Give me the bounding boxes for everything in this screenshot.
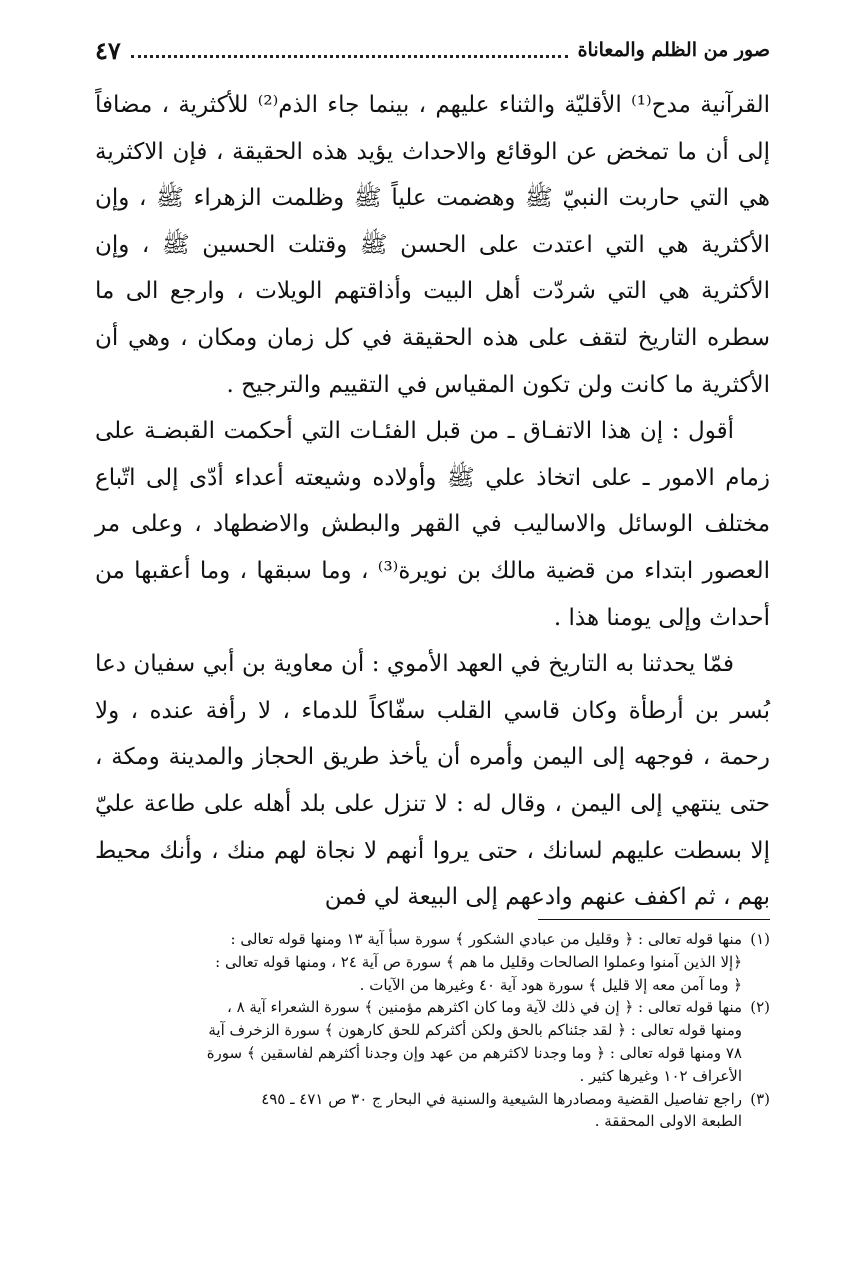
footnote — [95, 928, 770, 996]
page-number: ٤٧ — [95, 35, 121, 65]
text-line: اعتدت على الحسن ﷺ وقتلت الحسين ﷺ ، وإن الأكثرية هي التي شردّت أهل — [95, 231, 770, 305]
footnote-number: (٢) — [750, 998, 770, 1017]
text-line: الامور ـ على اتخاذ علي ﷺ وأولاده وشيعته أعداء أدّى إلى اتّباع مختلف الوسائل — [95, 464, 771, 538]
text-line: اليمن وأمره أن يأخذ طريق الحجاز والمدينة ومكة ، حتى ينتهي إلى اليمن ، وقال — [95, 744, 770, 817]
paragraph — [95, 82, 770, 408]
text-line: فمّا يحدثنا به التاريخ في العهد الأموي : أن معاوية بن أبي سفيان دعا بُسر — [95, 651, 771, 724]
text-line: القرآنية مدح⁽¹⁾ الأقليّة والثناء عليهم ، بينما جاء الذم⁽²⁾ للأكثرية ، مضافاً إلى أن — [95, 92, 770, 165]
text-line: كل زمان ومكان ، وهي أن الأكثرية ما كانت ولن تكون المقياس في التقييم — [95, 324, 770, 398]
text-line: البيت وأذاقتهم الويلات ، وارجع الى ما سطره التاريخ لتقف على هذه الحقيقة في — [95, 278, 770, 351]
text-line: حاربت النبيّ ﷺ وهضمت علياً ﷺ وظلمت الزهراء ﷺ ، وإن الأكثرية هي التي — [95, 185, 770, 258]
paragraph — [95, 641, 770, 921]
footnote-number: (٣) — [750, 1089, 770, 1108]
leader-dots — [131, 55, 568, 58]
footnotes — [95, 928, 770, 1133]
paragraph — [95, 408, 770, 641]
footnote-line: منها قوله تعالى : ﴿ وقليل من عبادي الشكور ﴾ سورة سبأ آية ١٣ ومنها قوله تعالى : — [230, 930, 742, 948]
footnote-line: ٧٨ ومنها قوله تعالى : ﴿ وما وجدنا لاكثرهم من عهد وإن وجدنا أكثرهم لفاسقين ﴾ سورة — [206, 1043, 742, 1062]
footnote-line: الأعراف ١٠٢ وغيرها كثير . — [579, 1066, 742, 1085]
running-title: صور من الظلم والمعاناة — [577, 39, 770, 61]
footnote — [95, 1088, 770, 1134]
text-line: مالك بن نويرة⁽³⁾ ، وما سبقها ، وما أعقبها من أحداث وإلى يومنا هذا . — [95, 557, 770, 631]
footnote-separator — [538, 919, 770, 920]
text-line: بن أرطأة وكان قاسي القلب سفّاكاً للدماء ، لا رأفة عنده ، ولا رحمة ، فوجهه إلى — [95, 697, 771, 771]
text-line: أقول : إن هذا الاتفـاق ـ من قبل الفئـات التي أحكمت القبضـة على زمام — [95, 418, 770, 491]
footnote-line: راجع تفاصيل القضية ومصادرها الشيعية والسنية في البحار ج ٣٠ ص ٤٧١ ـ ٤٩٥ — [261, 1089, 742, 1108]
text-line: ما تمخض عن الوقائع والاحداث يؤيد هذه الحقيقة ، فإن الاكثرية هي التي — [95, 138, 770, 212]
footnote-line: منها قوله تعالى : ﴿ إن في ذلك لآية وما كان اكثرهم مؤمنين ﴾ سورة الشعراء آية ٨ ، — [226, 998, 742, 1017]
footnote-line: ومنها قوله تعالى : ﴿ لقد جئناكم بالحق ولكن أكثركم للحق كارهون ﴾ سورة الزخرف آية — [208, 1021, 742, 1040]
text-line: أنهم لا نجاة لهم منك ، وأنك محيط بهم ، ثم اكفف عنهم وادعهم إلى البيعة لي فمن — [95, 837, 770, 911]
footnote-line: ﴿إلا الذين آمنوا وعملوا الصالحات وقليل ما هم ﴾ سورة ص آية ٢٤ ، ومنها قوله تعالى : — [215, 952, 742, 971]
footnote-number: (١) — [750, 930, 770, 948]
running-header — [95, 30, 770, 70]
text-line: له : لا تنزل على بلد أهله على طاعة عليّ إلا بسطت عليهم لسانك ، حتى يروا — [95, 790, 770, 864]
footnote-line: الطبعة الاولى المحققة . — [594, 1112, 742, 1131]
main-text — [95, 82, 770, 921]
footnote-line: ﴿ وما آمن معه إلا قليل ﴾ سورة هود آية ٤٠ وغيرها من الآيات . — [359, 975, 742, 994]
text-line: والاساليب في القهر والبطش والاضطهاد ، وعلى مر العصور ابتداء من قضية — [95, 511, 770, 584]
footnote — [95, 996, 770, 1087]
text-line: والترجيح . — [226, 371, 322, 398]
